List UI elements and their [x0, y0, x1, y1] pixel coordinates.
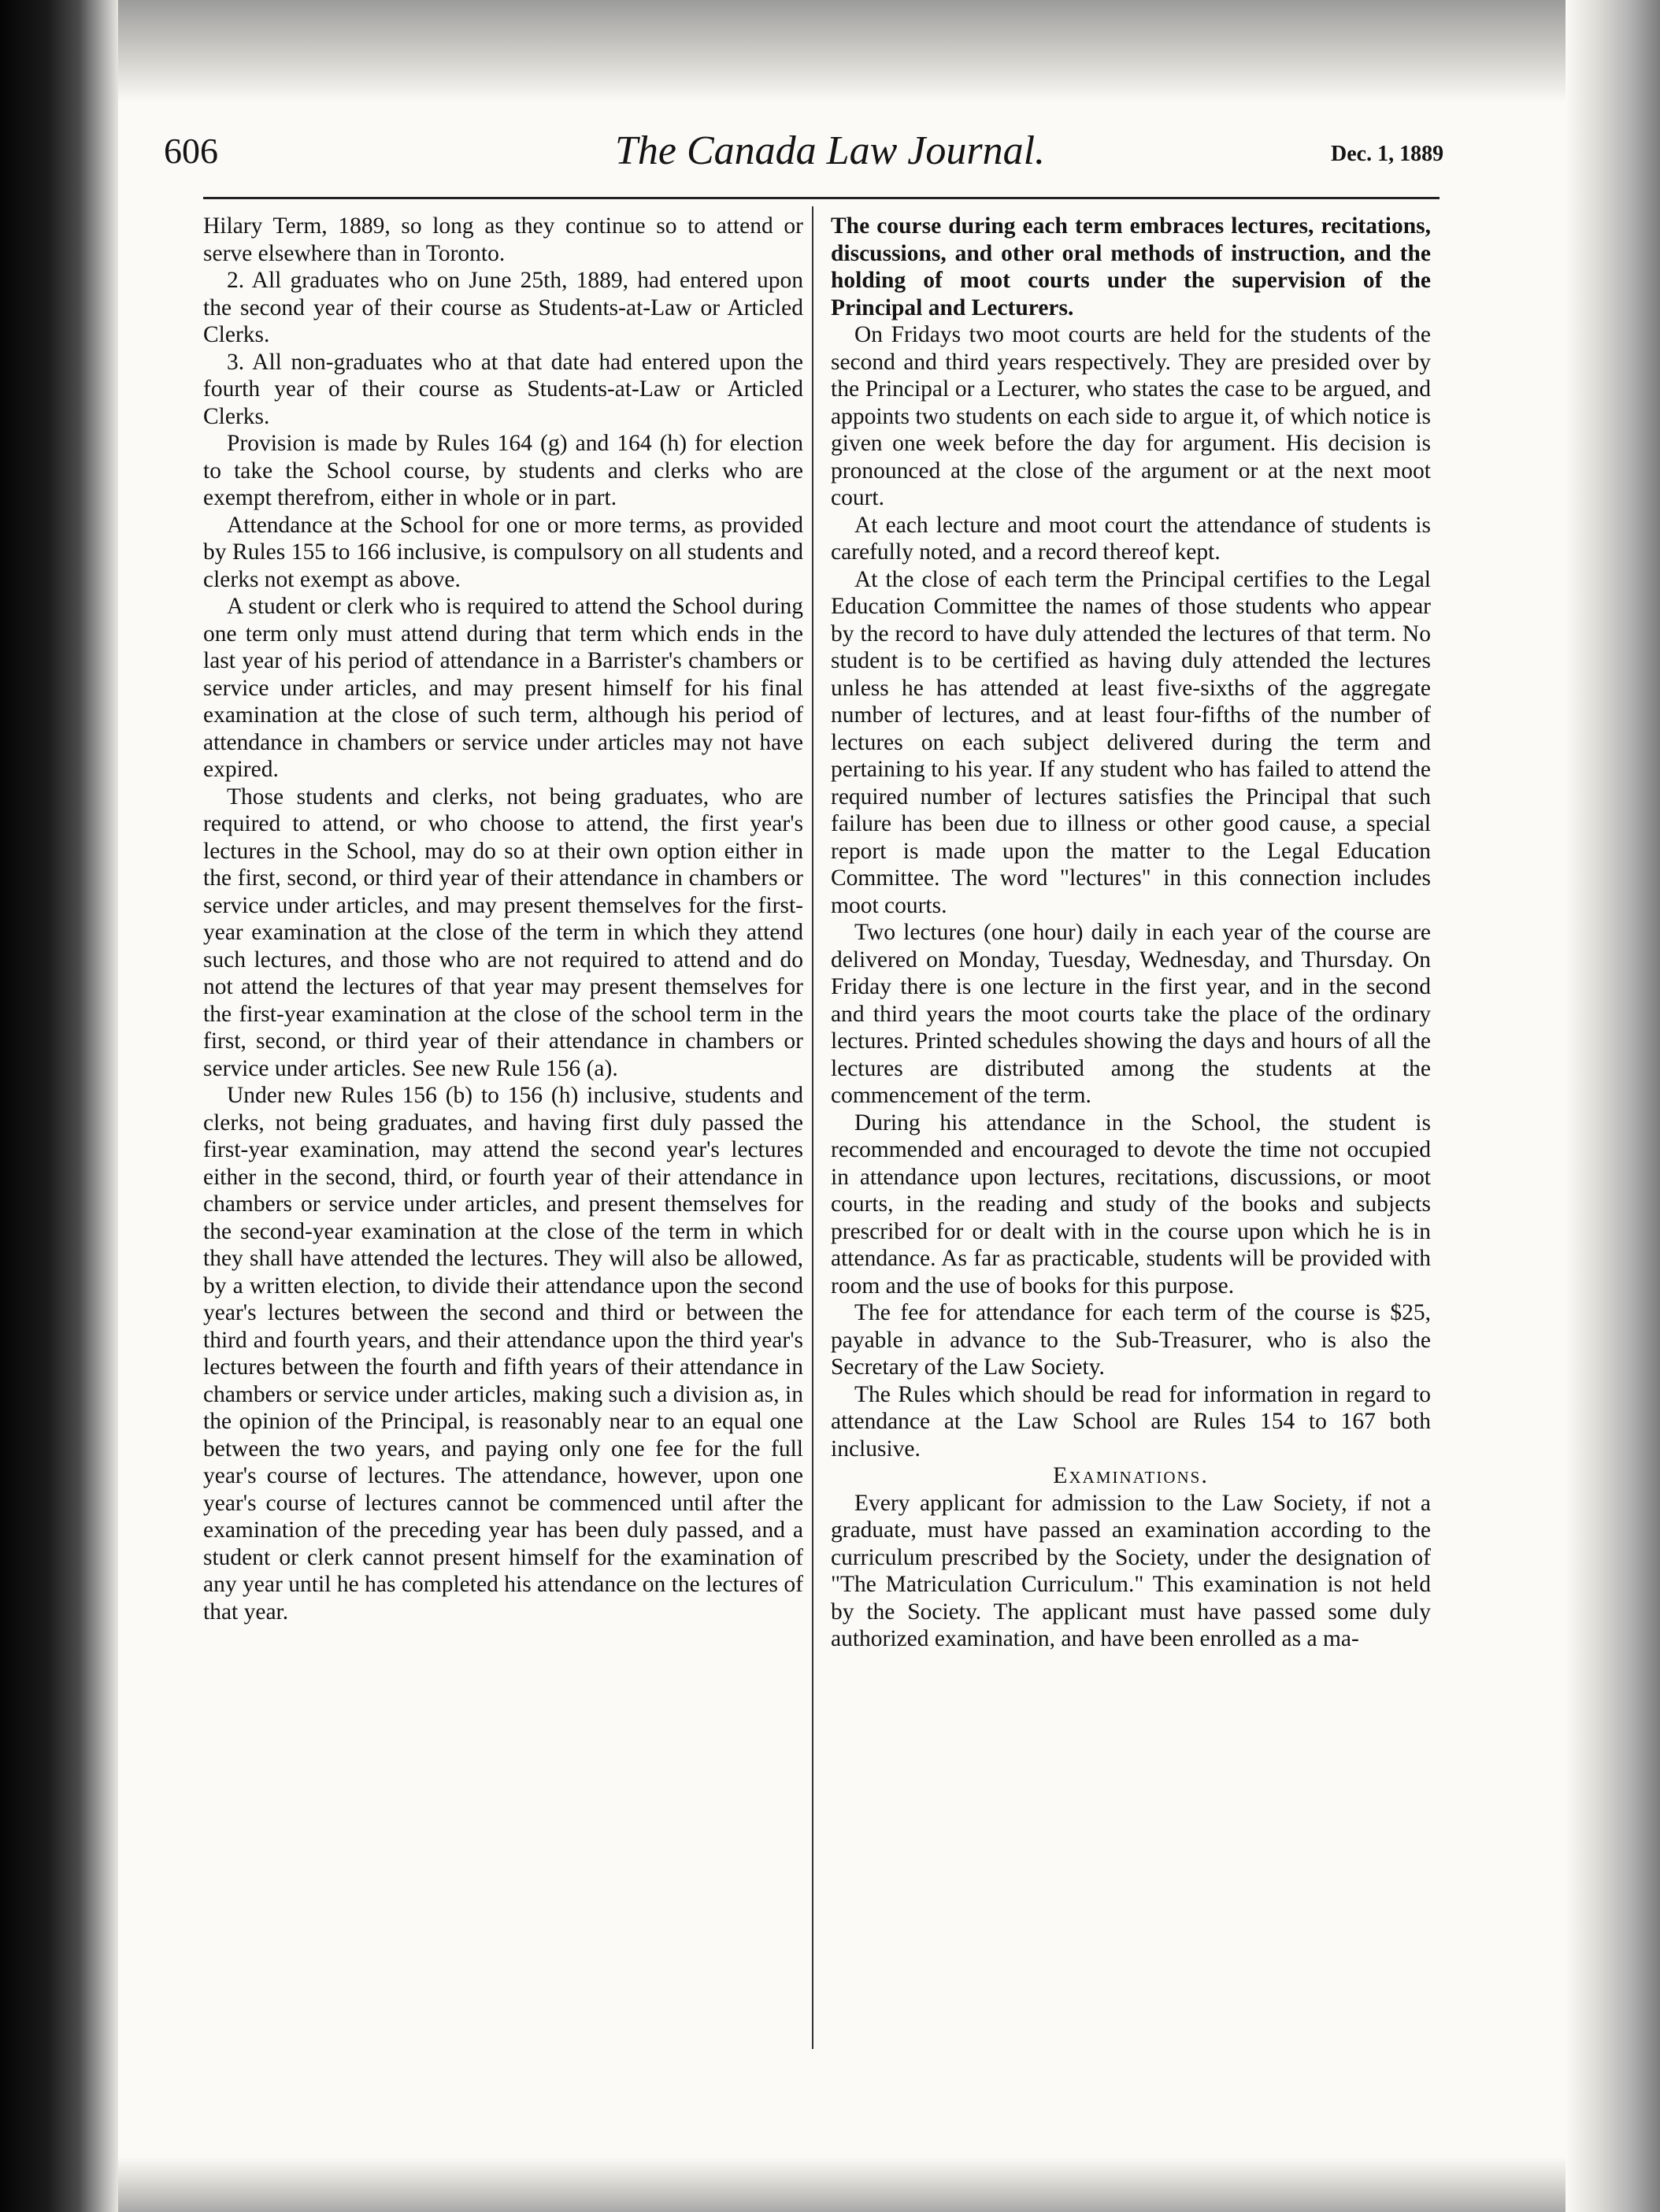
page-number: 606: [164, 131, 218, 171]
scan-shadow-right: [1566, 0, 1660, 2212]
paragraph: On Fridays two moot courts are held for the students of the second and third years respectively. They are presided over by the Principal or a Lecturer, who states the case to be argued, and appoints two students on each side to argue it, of which notice is given one week before the day for argument. His decision is pronounced at the close of the argument or at the next moot court.: [831, 322, 1431, 510]
paragraph: Attendance at the School for one or more terms, as provided by Rules 155 to 166 inclusive, is compulsory on all students and clerks not exempt as above.: [203, 512, 803, 592]
paragraph: 3. All non-graduates who at that date had entered upon the fourth year of their course as Students-at-Law or Articled Clerks.: [203, 349, 803, 429]
paragraph: Those students and clerks, not being graduates, who are required to attend, or who choose to attend, the first year's lectures in the School, may do so at their own option either in the first, second, or third year of their attendance in chambers or service under articles, and may present themselves for the first-year examination at the close of the term in which they attend such lectures, and those who are not required to attend and do not attend the lectures of that year may present themselves for the first-year examination at the close of the school term in the first, second, or third year of their attendance in chambers or service under articles. See new Rule 156 (a).: [203, 784, 803, 1081]
paragraph: The fee for attendance for each term of the course is $25, payable in advance to the Sub-Treasurer, who is also the Secretary of the Law Society.: [831, 1300, 1431, 1380]
paragraph: A student or clerk who is required to attend the School during one term only must attend during that term which ends in the last year of his period of attendance in a Barrister's chambers or service under articles, and may present himself for his final examination at the close of such term, although his period of attendance in chambers or service under articles may not have expired.: [203, 594, 803, 782]
journal-title: The Canada Law Journal.: [614, 128, 1046, 173]
paragraph: Every applicant for admission to the Law Society, if not a graduate, must have passed an examination according to the curriculum prescribed by the Society, under the designation of "The Matriculation Curriculum." This examination is not held by the Society. The applicant must have passed some duly authorized examination, and have been enrolled as a ma-: [831, 1490, 1431, 1651]
paragraph: At each lecture and moot court the attendance of students is carefully noted, and a record thereof kept.: [831, 512, 1431, 565]
paragraph: At the close of each term the Principal certifies to the Legal Education Committee the names of those students who appear by the record to have duly attended the lectures of that term. No student is to be certified as having duly attended the lectures unless he has attended at least five-sixths of the aggregate number of lectures, and at least four-fifths of the number of lectures on each subject delivered during the term and pertaining to his year. If any student who has failed to attend the required number of lectures satisfies the Principal that such failure has been due to illness or other good cause, a special report is made upon the matter to the Legal Education Committee. The word "lectures" in this connection includes moot courts.: [831, 566, 1431, 918]
left-column: [203, 213, 803, 1625]
paragraph: Hilary Term, 1889, so long as they continue so to attend or serve elsewhere than in Toronto.: [203, 213, 803, 266]
header-rule: [203, 197, 1440, 199]
paragraph: 2. All graduates who on June 25th, 1889, had entered upon the second year of their course as Students-at-Law or Articled Clerks.: [203, 268, 803, 347]
paragraph: The Rules which should be read for information in regard to attendance at the Law School are Rules 154 to 167 both inclusive.: [831, 1381, 1431, 1462]
right-column: [831, 213, 1431, 1653]
scan-shadow-top: [0, 0, 1660, 102]
scan-binding-edge: [0, 0, 118, 2212]
section-heading: Examinations.: [1053, 1462, 1209, 1488]
paragraph: During his attendance in the School, the student is recommended and encouraged to devote the time not occupied in attendance upon lectures, recitations, discussions, or moot courts, in the reading and study of the books and subjects prescribed for or dealt with in the course upon which he is in attendance. As far as practicable, students will be provided with room and the use of books for this purpose.: [831, 1110, 1431, 1299]
scan-shadow-bottom: [0, 2157, 1660, 2212]
issue-date: Dec. 1, 1889: [1331, 142, 1444, 166]
paragraph: Provision is made by Rules 164 (g) and 164 (h) for election to take the School course, by students and clerks who are exempt therefrom, either in whole or in part.: [203, 431, 803, 510]
paragraph: Under new Rules 156 (b) to 156 (h) inclusive, students and clerks, not being graduates, and having first duly passed the first-year examination, may attend the second year's lectures either in the second, third, or fourth year of their attendance in chambers or service under articles, and present themselves for the second-year examination at the close of the term in which they shall have attended the lectures. They will also be allowed, by a written election, to divide their attendance upon the second year's lectures between the second and third or between the third and fourth years, and their attendance upon the third year's lectures between the fourth and fifth years of their attendance in chambers or service under articles, making such a division as, in the opinion of the Principal, is reasonably near to an equal one between the two years, and paying only one fee for the full year's course of lectures. The attendance, however, upon one year's course of lectures cannot be commenced until after the examination of the preceding year has been duly passed, and a student or clerk cannot present himself for the examination of any year until he has completed his attendance on the lectures of that year.: [203, 1083, 803, 1625]
paragraph: The course during each term embraces lectures, recitations, discussions, and other oral methods of instruction, and the holding of moot courts under the supervision of the Principal and Lecturers.: [831, 213, 1431, 320]
paragraph: Two lectures (one hour) daily in each year of the course are delivered on Monday, Tuesday, Wednesday, and Thursday. On Friday there is one lecture in the first year, and in the second and third years the moot courts take the place of the ordinary lectures. Printed schedules showing the days and hours of all the lectures are distributed among the students at the commencement of the term.: [831, 920, 1431, 1108]
column-divider: [812, 206, 813, 2049]
